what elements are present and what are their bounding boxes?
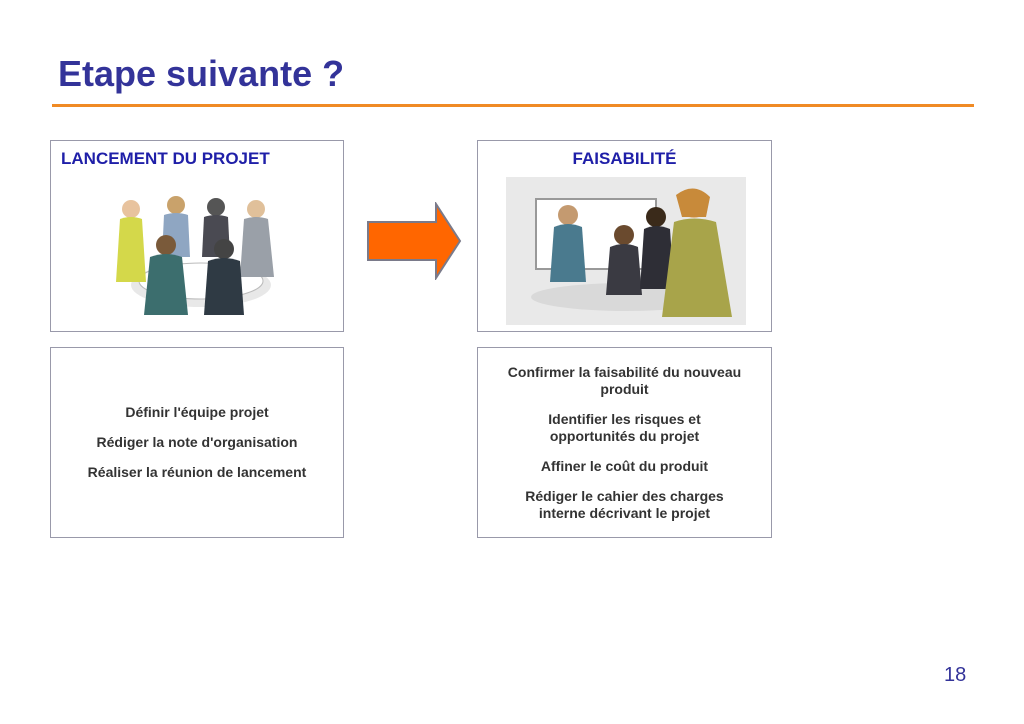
launch-tasks-box (50, 347, 344, 538)
feasibility-task-item-continued: produit (600, 380, 649, 397)
feasibility-tasks-box (477, 347, 772, 538)
feasibility-task-item: Rédiger le cahier des charges (525, 487, 724, 504)
feasibility-task-item: Confirmer la faisabilité du nouveau (507, 363, 742, 380)
title-underline (52, 104, 974, 107)
launch-task-item: Réaliser la réunion de lancement (87, 464, 307, 480)
launch-task-item: Définir l'équipe projet (125, 404, 269, 420)
launch-phase-card (50, 140, 344, 332)
feasibility-task-item-continued: opportunités du projet (549, 427, 700, 444)
launch-phase-header: LANCEMENT DU PROJET (61, 149, 270, 168)
page-number: 18 (944, 664, 967, 686)
slide-title: Etape suivante ? (58, 53, 345, 94)
team-meeting-illustration (106, 187, 296, 322)
launch-task-item: Rédiger la note d'organisation (96, 434, 298, 450)
feasibility-phase-header: FAISABILITÉ (572, 149, 677, 168)
next-step-arrow-icon (366, 202, 462, 280)
feasibility-task-item-continued: interne décrivant le projet (538, 504, 711, 521)
presentation-meeting-illustration (506, 177, 746, 325)
feasibility-phase-card (477, 140, 772, 332)
feasibility-task-item: Identifier les risques et (548, 410, 701, 427)
feasibility-task-item: Affiner le coût du produit (540, 457, 709, 474)
